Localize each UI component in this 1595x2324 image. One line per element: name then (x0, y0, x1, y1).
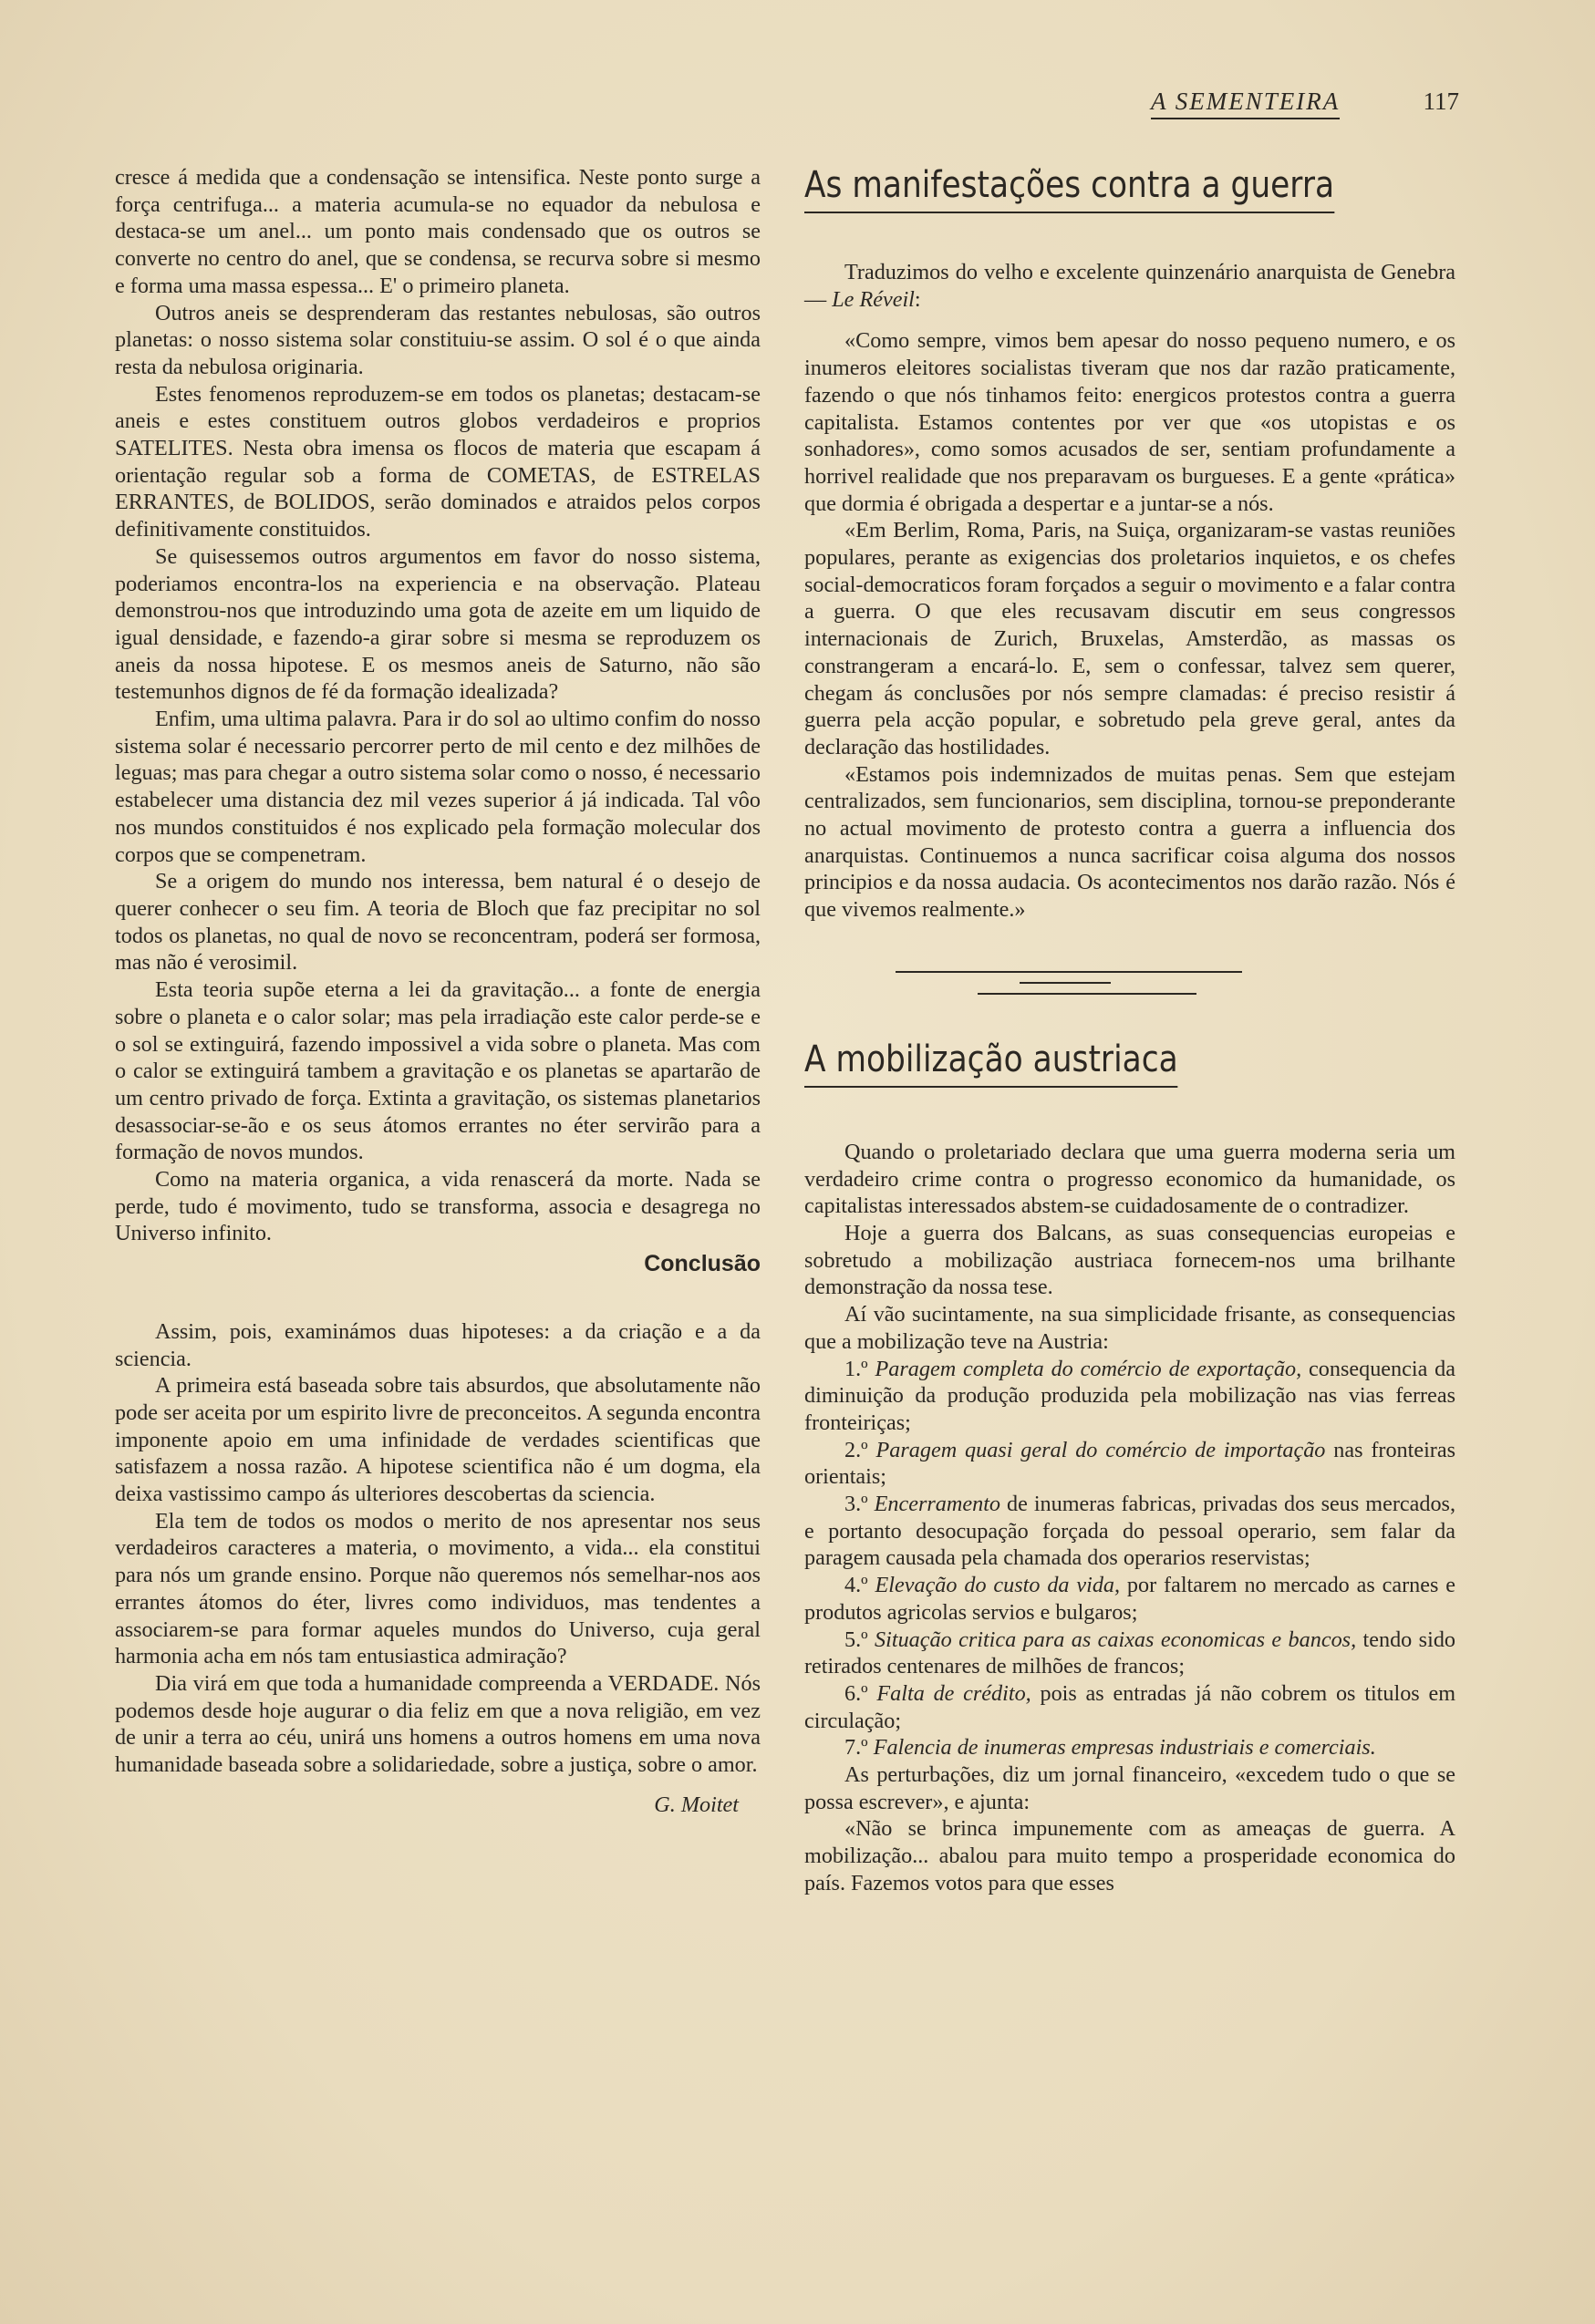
paragraph: «Estamos pois indemnizados de muitas penas. Sem que estejam centralizados, sem funcionarios, sem disciplina, tornou-se preponderante no actual movimento de protesto contra a guerra a influencia dos anarquistas. Continuemos a nunca sacrificar coisa alguma dos nossos principios e da nossa audacia. Os acontecimentos nos darão razão. Nós é que vivemos realmente.» (804, 761, 1455, 923)
section-heading-conclusao: Conclusão (644, 1251, 761, 1277)
left-column (115, 164, 761, 1818)
list-item (804, 1734, 1455, 1761)
list-item-text: pois as entradas já não cobrem os titulos em circulação; (804, 1680, 1456, 1733)
list-item-emphasis: Elevação do custo da vida, (875, 1573, 1121, 1598)
publication-title: A SEMENTEIRA (1151, 88, 1340, 119)
list-item (804, 1437, 1455, 1491)
paragraph: Outros aneis se desprenderam das restantes nebulosas, são outros planetas: o nosso sistema solar constituiu-se assim. O sol é o que ainda resta da nebulosa originaria. (115, 300, 761, 379)
paragraph (804, 259, 1455, 313)
paragraph: cresce á medida que a condensação se intensifica. Neste ponto surge a força centrifuga... a materia acumula-se no equador da nebulosa e destaca-se um anel... um ponto mais condensado que os outros se converte no centro do anel, que se condensa, se recurva sobre si mesmo e forma uma massa espessa... E' o primeiro planeta. (115, 165, 761, 298)
divider-line (896, 971, 1242, 973)
intro-end: : (914, 286, 921, 312)
right-column (804, 164, 1455, 1897)
paragraph: Esta teoria supõe eterna a lei da gravitação... a fonte de energia sobre o planeta e o calor solar; mas pela irradiação este calor perde-se e o sol se extinguirá, fazendo impossivel a vida sobre o planeta. Mas com o calor se extinguirá tambem a gravitação e os planetas se apartarão de um centro privado de força. Extinta a gravitação, os sistemas planetarios desassociar-se-ão e os seus átomos errantes no éter servirão para a formação de novos mundos. (115, 977, 761, 1165)
list-item-emphasis: Falencia de inumeras empresas industriais e comerciais. (873, 1735, 1376, 1761)
paragraph: Assim, pois, examinámos duas hipoteses: a da criação e a da sciencia. (115, 1318, 761, 1371)
list-number: 6.º (844, 1680, 868, 1706)
author-signature: G. Moitet (654, 1792, 739, 1817)
page-number: 117 (1423, 88, 1459, 115)
list-item (804, 1680, 1455, 1734)
article-title: As manifestações contra a guerra (804, 164, 1334, 213)
paragraph: «Como sempre, vimos bem apesar do nosso pequeno numero, e os inumeros eleitores socialistas tiveram que nos dar razão praticamente, fazendo o que nós tinhamos feito: energicos protestos contra a guerra capitalista. Estamos contentes por ver que «os utopistas e os sonhadores», como somos acusados de ser, sentiam profundamente a horrivel realidade que nos preparavam os burgueses. E a gente «prática» que dormia é obrigada a despertar e a juntar-se a nós. (804, 328, 1455, 516)
list-item-text: de inumeras fabricas, privadas dos seus mercados, e portanto desocupação forçada do pessoal operario, sem falar da paragem causada pela chamada dos operarios reservistas; (804, 1492, 1455, 1571)
list-item-emphasis: Situação critica para as caixas economicas e bancos, (875, 1627, 1357, 1652)
running-header (1151, 88, 1459, 124)
list-item (804, 1356, 1455, 1437)
list-item (804, 1572, 1455, 1626)
paragraph: «Em Berlim, Roma, Paris, na Suiça, organizaram-se vastas reuniões populares, perante as exigencias dos proletarios inquietos, e os chefes social-democraticos foram forçados a seguir o movimento e a falar contra a guerra. O que eles recusavam discutir em seus congressos internacionais de Zurich, Bruxelas, Amsterdão, as massas os constrangeram a encará-lo. E, sem o confessar, talvez sem querer, chegam ás conclusões por nós sempre clamadas: é preciso resistir á guerra pela acção popular, e sobretudo pela greve geral, antes da declaração das hostilidades. (804, 518, 1455, 759)
list-item-emphasis: Falta de crédito, (876, 1680, 1031, 1706)
paragraph: Ela tem de todos os modos o merito de nos apresentar nos seus verdadeiros caracteres a materia, o movimento, a vida... ela constitui para nós um grande ensino. Porque não queremos nós semelhar-nos aos errantes átomos do éter, livres como individuos, mas tendentes a associarem-se para formar aqueles mundos do Universo, cuja geral harmonia acha em nós tam entusiastica admiração? (115, 1508, 761, 1669)
article-title-block (804, 1038, 1455, 1100)
paragraph: «Não se brinca impunemente com as ameaças de guerra. A mobilização... abalou para muito tempo a prosperidade economica do país. Fazemos votos para que esses (804, 1816, 1455, 1895)
paragraph: Quando o proletariado declara que uma guerra moderna seria um verdadeiro crime contra o progresso economico da humanidade, os capitalistas interessados abstem-se cuidadosamente de o contradizer. (804, 1139, 1455, 1219)
list-item (804, 1627, 1455, 1680)
list-item-text: por faltarem no mercado as carnes e produtos agricolas servios e bulgaros; (804, 1573, 1456, 1625)
paragraph: Como na materia organica, a vida renascerá da morte. Nada se perde, tudo é movimento, tudo se transforma, associa e desagrega no Universo infinito. (115, 1167, 761, 1246)
paragraph: Aí vão sucintamente, na sua simplicidade frisante, as consequencias que a mobilização teve na Austria: (804, 1302, 1455, 1354)
divider-line (978, 993, 1196, 995)
list-item-emphasis: Paragem quasi geral do comércio de importação (875, 1437, 1326, 1462)
source-name: Le Réveil (832, 286, 915, 312)
list-number: 3.º (844, 1492, 868, 1517)
list-number: 7.º (844, 1735, 868, 1761)
list-item-text: nas fronteiras orientais; (804, 1437, 1456, 1490)
list-item (804, 1491, 1455, 1572)
paragraph: Enfim, uma ultima palavra. Para ir do sol ao ultimo confim do nosso sistema solar é necessario percorrer perto de mil cento e dez milhões de leguas; mas para chegar a outro sistema solar como o nosso, é necessario estabelecer uma distancia dez mil vezes superior á já indicada. Tal vôo nos mundos constituidos é nos explicado pela formação molecular dos corpos que se compenetram. (115, 707, 761, 867)
article-title: A mobilização austriaca (804, 1038, 1178, 1088)
paragraph: Se a origem do mundo nos interessa, bem natural é o desejo de querer conhecer o seu fim. A teoria de Bloch que faz precipitar no sol todos os planetas, no qual de novo se reconcentram, poderá ser formosa, mas não é verosimil. (115, 869, 761, 976)
list-item-text: tendo sido retirados centenares de milhões de francos; (804, 1627, 1456, 1679)
list-number: 4.º (844, 1573, 868, 1598)
list-number: 1.º (844, 1356, 868, 1381)
paragraph: Estes fenomenos reproduzem-se em todos os planetas; destacam-se aneis e estes constituem outros globos verdadeiros e proprios SATELITES. Nesta obra imensa os flocos de materia que escapam á orientação regular sob a forma de COMETAS, de ESTRELAS ERRANTES, de BOLIDOS, serão dominados e atraidos pelos corpos definitivamente constituidos. (115, 381, 761, 542)
list-number: 2.º (844, 1437, 868, 1462)
list-item-text: consequencia da diminuição da produção produzida pela mobilização nas vias ferreas fronteiriças; (804, 1356, 1455, 1435)
list-item-emphasis: Encerramento (874, 1492, 1001, 1517)
article-title-block (804, 164, 1455, 226)
section-divider (804, 955, 1455, 1009)
intro-text: Traduzimos do velho e excelente quinzenário anarquista de Genebra — (804, 260, 1455, 312)
paragraph: Se quisessemos outros argumentos em favor do nosso sistema, poderiamos encontra-los na experiencia e na observação. Plateau demonstrou-nos que introduzindo uma gota de azeite em um liquido de igual densidade, e fazendo-a girar sobre si mesma se reproduzem os aneis da nossa hipotese. E os mesmos aneis de Saturno, não são testemunhos dignos de fé da formação idealizada? (115, 543, 761, 705)
list-number: 5.º (844, 1627, 868, 1652)
paragraph: A primeira está baseada sobre tais absurdos, que absolutamente não pode ser aceita por um espirito livre de preconceitos. A segunda encontra imponente apoio em uma infinidade de verdades scientificas que satisfazem a nossa razão. A hipotese scientifica não é um dogma, ela deixa vastissimo campo ás ulteriores descobertas da sciencia. (115, 1373, 761, 1507)
paragraph: Hoje a guerra dos Balcans, as suas consequencias europeias e sobretudo a mobilização austriaca fornecem-nos uma brilhante demonstração da nossa tese. (804, 1220, 1455, 1300)
list-item-emphasis: Paragem completa do comércio de exportação, (875, 1356, 1302, 1381)
paragraph: As perturbações, diz um jornal financeiro, «excedem tudo o que se possa escrever», e ajunta: (804, 1762, 1455, 1814)
paragraph: Dia virá em que toda a humanidade compreenda a VERDADE. Nós podemos desde hoje augurar o dia feliz em que a nova religião, em vez de unir a terra ao céu, unirá uns homens a outros homens em uma nova humanidade baseada sobre a solidariedade, sobre a justiça, sobre o amor. (115, 1670, 761, 1778)
divider-line (1020, 982, 1111, 984)
